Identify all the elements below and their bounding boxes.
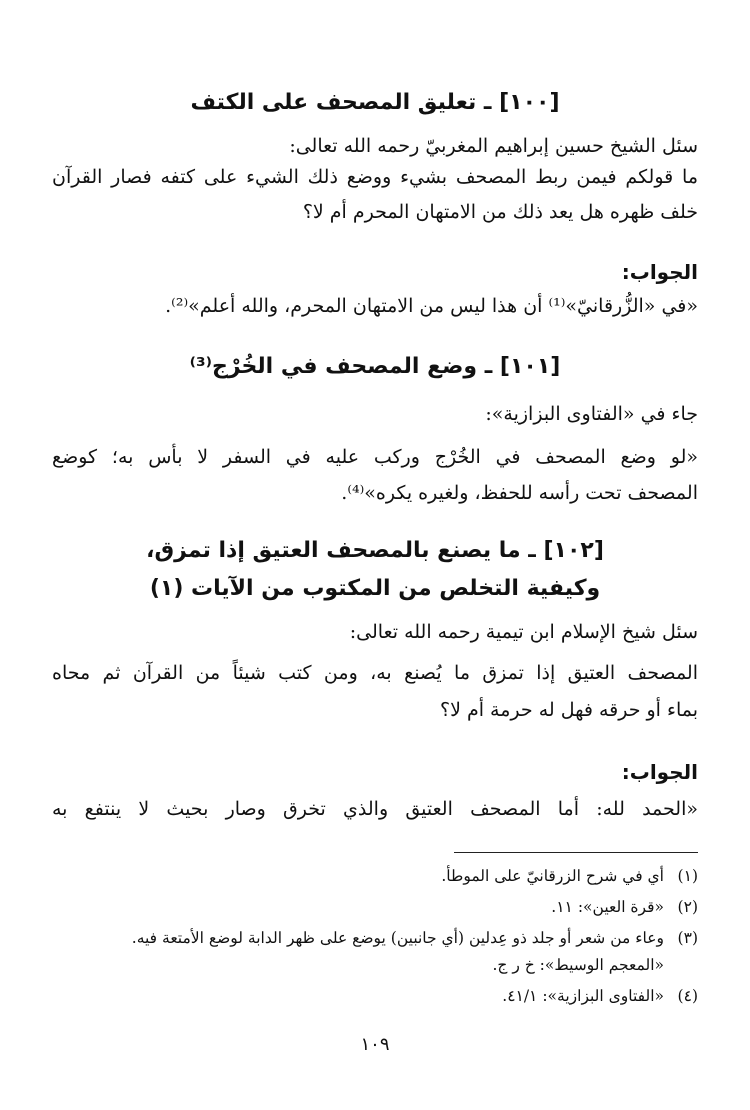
section-100-answer-line-1: «في «الزُّرقانيّ»⁽¹⁾ أن هذا ليس من الامتهان المحرم، والله أعلم»⁽²⁾. (165, 295, 698, 317)
footnote-text: وعاء من شعر أو جلد ذو عِدلين (أي جانبين) يوضع على ظهر الدابة لوضع الأمتعة فيه. (131, 929, 664, 947)
footnote-text: «الفتاوى البزازية»: ٤١/١. (502, 987, 664, 1005)
section-102-question-line-2: بماء أو حرقه فهل له حرمة أم لا؟ (440, 699, 698, 721)
section-100-question-line-1: ما قولكم فيمن ربط المصحف بشيء ووضع ذلك الشيء على كتفه فصار القرآن (52, 166, 698, 188)
footnote-1 (52, 864, 698, 888)
section-101-intro: جاء في «الفتاوى البزازية»: (485, 403, 698, 425)
section-102-answer-label: الجواب: (621, 760, 698, 784)
page-number: ١٠٩ (360, 1034, 390, 1055)
section-heading-100: [١٠٠] ـ تعليق المصحف على الكتف (190, 90, 560, 115)
section-102-question-line-1: المصحف العتيق إذا تمزق ما يُصنع به، ومن كتب شيئاً من القرآن ثم محاه (52, 662, 698, 684)
footnote-3-continued (52, 953, 698, 977)
footnote-number: (١) (677, 867, 698, 885)
footnote-4 (52, 984, 698, 1008)
footnote-separator (454, 852, 698, 853)
section-102-intro: سئل شيخ الإسلام ابن تيمية رحمه الله تعالى: (349, 621, 698, 643)
footnote-number: (٢) (677, 898, 698, 916)
section-100-intro: سئل الشيخ حسين إبراهيم المغربيّ رحمه الله تعالى: (289, 135, 698, 157)
footnote-text: أي في شرح الزرقانيّ على الموطأ. (441, 867, 664, 885)
footnote-number: (٤) (677, 987, 698, 1005)
footnote-text: «قرة العين»: ١١. (551, 898, 664, 916)
footnote-3 (52, 926, 698, 950)
section-100-answer-label: الجواب: (621, 260, 698, 284)
footnote-2 (52, 895, 698, 919)
section-100-question-line-2: خلف ظهره هل يعد ذلك من الامتهان المحرم أم لا؟ (302, 201, 698, 223)
footnote-number: (٣) (677, 929, 698, 947)
section-heading-102-line-2: وكيفية التخلص من المكتوب من الآيات (١) (149, 576, 601, 601)
section-102-answer-line-1: «الحمد لله: أما المصحف العتيق والذي تخرق وصار بحيث لا ينتفع به (52, 798, 698, 820)
section-heading-101: [١٠١] ـ وضع المصحف في الخُرْج⁽³⁾ (189, 354, 561, 379)
footnote-text: «المعجم الوسيط»: خ ر ج. (492, 956, 664, 974)
section-heading-102-line-1: [١٠٢] ـ ما يصنع بالمصحف العتيق إذا تمزق، (146, 538, 604, 563)
section-101-body-line-1: «لو وضع المصحف في الخُرْج وركب عليه في السفر لا بأس به؛ كوضع (52, 446, 698, 468)
section-101-body-line-2: المصحف تحت رأسه للحفظ، ولغيره يكره»⁽⁴⁾. (341, 482, 698, 504)
